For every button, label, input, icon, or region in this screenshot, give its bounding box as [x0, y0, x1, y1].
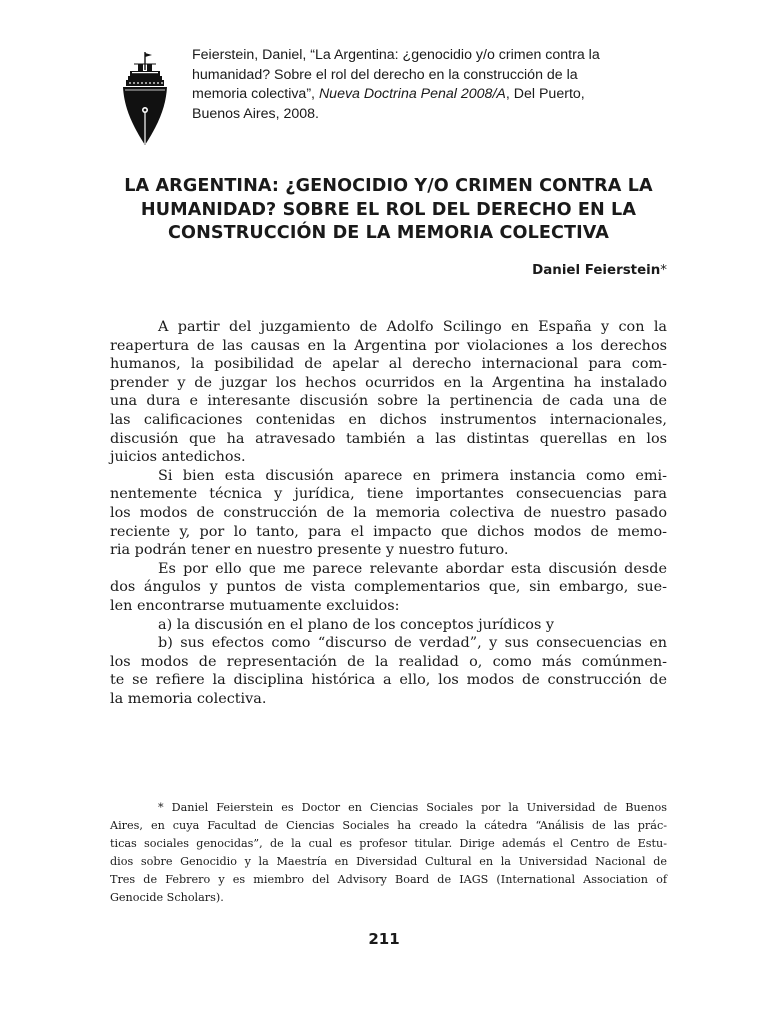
article-body [110, 318, 667, 708]
footnote-line: ticas sociales genocidas”, de la cual es profesor titular. Dirige además el Centro de Estu- [110, 837, 667, 851]
body-line: te se refiere la disciplina histórica a ello, los modos de construcción de [110, 672, 667, 689]
footnote-line: Aires, en cuya Facultad de Ciencias Sociales ha creado la cátedra “Análisis de las prác- [110, 819, 667, 833]
title-line: HUMANIDAD? SOBRE EL ROL DEL DERECHO EN LA [140, 199, 637, 220]
body-line: la memoria colectiva. [110, 690, 267, 707]
citation-line [192, 85, 662, 105]
article-title [110, 175, 667, 246]
citation-line: Feierstein, Daniel, “La Argentina: ¿genocidio y/o crimen contra la [192, 47, 600, 63]
citation-text: , Del Puerto, [505, 86, 585, 102]
journal-title: Nueva Doctrina Penal 2008/A [318, 86, 506, 102]
ship-pen-nib-logo-icon [120, 50, 170, 146]
body-line: Si bien esta discusión aparece en primera instancia como emi- [158, 467, 667, 484]
footnote-line: * Daniel Feierstein es Doctor en Ciencias Sociales por la Universidad de Buenos [158, 801, 667, 814]
body-line: una dura e interesante discusión sobre la pertinencia de cada una de [110, 393, 667, 410]
body-line: a) la discusión en el plano de los conceptos jurídicos y [158, 616, 555, 633]
body-line: los modos de construcción de la memoria colectiva de nuestro pasado [110, 504, 667, 521]
body-line: juicios antedichos. [110, 449, 246, 466]
body-line: Es por ello que me parece relevante abordar esta discusión desde [158, 560, 667, 577]
citation-text: memoria colectiva”, [192, 86, 319, 102]
body-line: reapertura de las causas en la Argentina por violaciones a los derechos [110, 337, 667, 354]
body-line: dos ángulos y puntos de vista complementarios que, sin embargo, sue- [110, 579, 667, 596]
footnote-line: Tres de Febrero y es miembro del Advisory Board de IAGS (International Association of [110, 873, 667, 887]
title-line: CONSTRUCCIÓN DE LA MEMORIA COLECTIVA [168, 223, 609, 243]
body-line: len encontrarse mutuamente excluidos: [110, 597, 400, 614]
body-line: las calificaciones contenidas en dichos instrumentos internacionales, [110, 411, 667, 428]
citation-line: Buenos Aires, 2008. [192, 105, 319, 122]
body-line: b) sus efectos como “discurso de verdad”, y sus consecuencias en [158, 635, 667, 652]
body-line: prender y de juzgar los hechos ocurridos en la Argentina ha instalado [110, 374, 667, 391]
footnote-line: dios sobre Genocidio y la Maestría en Diversidad Cultural en la Universidad Nacional de [110, 855, 667, 869]
author-byline [532, 263, 667, 278]
footnote-mark: * [660, 263, 667, 278]
body-line: A partir del juzgamiento de Adolfo Scilingo en España y con la [158, 319, 667, 335]
body-line: nentemente técnica y jurídica, tiene importantes consecuencias para [110, 486, 667, 503]
body-line: ria podrán tener en nuestro presente y nuestro futuro. [110, 542, 509, 559]
citation-block [192, 46, 662, 124]
citation-line: humanidad? Sobre el rol del derecho en la construcción de la [192, 66, 578, 83]
footnote [110, 799, 667, 908]
body-line: humanos, la posibilidad de apelar al derecho internacional para com- [110, 356, 667, 373]
body-line: reciente y, por lo tanto, para el impacto que dichos modos de memo- [110, 523, 667, 540]
body-line: discusión que ha atravesado también a las distintas querellas en los [110, 430, 667, 447]
body-line: los modos de representación de la realidad o, como más comúnmen- [110, 653, 667, 670]
author-name: Daniel Feierstein [532, 263, 661, 278]
title-line: LA ARGENTINA: ¿GENOCIDIO Y/O CRIMEN CONTRA LA [124, 176, 653, 196]
page-number: 211 [368, 930, 400, 948]
footnote-line: Genocide Scholars). [110, 891, 224, 905]
